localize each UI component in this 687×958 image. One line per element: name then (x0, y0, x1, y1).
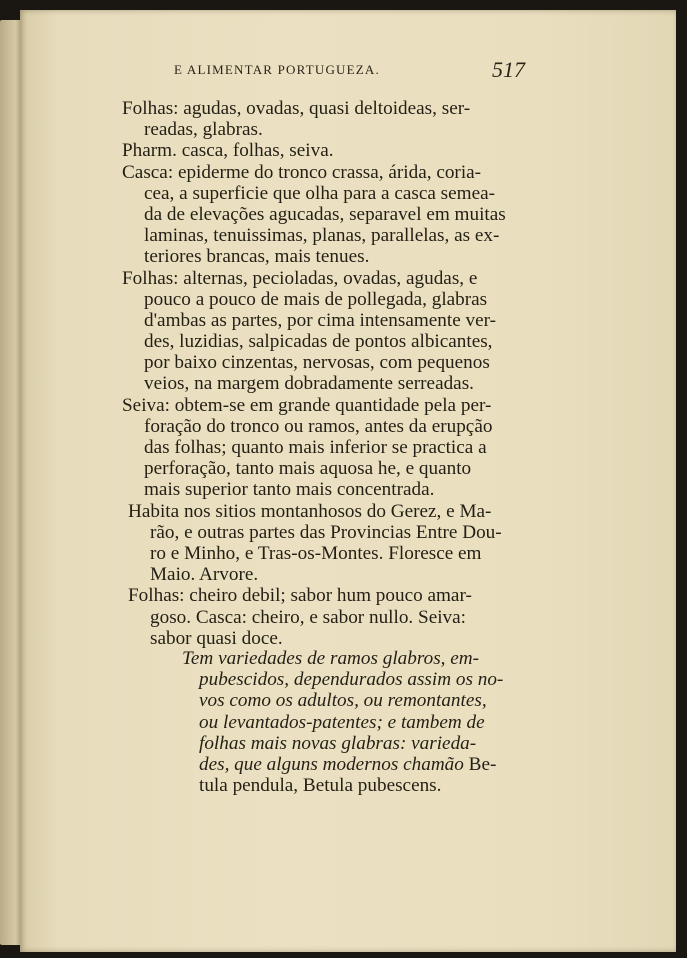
note-line (182, 754, 542, 775)
text-line: Folhas: agudas, ovadas, quasi deltoideas, ser- (122, 98, 471, 119)
note-line-italic: des, que alguns modernos chamão (199, 753, 464, 775)
text-line: Casca: epiderme do tronco crassa, árida, coria- (122, 161, 482, 183)
text-line: pouco a pouco de mais de pollegada, glabras (144, 288, 488, 310)
text-line: readas, glabras. (144, 119, 263, 141)
text-line: das folhas; quanto mais inferior se practica a (144, 437, 487, 458)
text-line: teriores brancas, mais tenues. (144, 246, 370, 268)
text-line: cea, a superficie que olha para a casca semea- (144, 182, 496, 204)
note-line-roman: Be- (468, 753, 497, 775)
entry-pharm (122, 140, 542, 161)
text-line: rão, e outras partes das Provincias Entre Dou- (150, 521, 502, 543)
note-line: tula pendula, Betula pubescens. (199, 775, 442, 797)
entry-folhas-1 (122, 98, 542, 140)
text-line: Pharm. casca, folhas, seiva. (122, 140, 334, 162)
text-line: laminas, tenuissimas, planas, parallelas, as ex- (144, 225, 500, 247)
text-line: des, luzidias, salpicadas de pontos albicantes, (144, 331, 493, 353)
text-line: por baixo cinzentas, nervosas, com pequenos (144, 352, 490, 374)
text-line: ro e Minho, e Tras-os-Montes. Floresce em (150, 542, 482, 564)
text-line: perforação, tanto mais aquosa he, e quanto (144, 458, 472, 480)
text-line: Folhas: alternas, pecioladas, ovadas, agudas, e (122, 267, 478, 289)
running-title: E ALIMENTAR PORTUGUEZA. (174, 62, 380, 77)
text-line: Maio. Arvore. (150, 564, 259, 586)
main-text (122, 98, 542, 649)
variety-note (182, 648, 542, 796)
entry-seiva (122, 395, 542, 501)
text-line: goso. Casca: cheiro, e sabor nullo. Seiva: (150, 606, 466, 628)
note-line: ou levantados-patentes; e tambem de (199, 711, 485, 733)
text-line: Habita nos sitios montanhosos do Gerez, e Ma- (128, 500, 492, 522)
note-line: Tem variedades de ramos glabros, em- (182, 648, 480, 669)
text-line: veios, na margem dobradamente serreadas. (144, 373, 474, 395)
note-line: vos como os adultos, ou remontantes, (199, 690, 487, 712)
note-line: folhas mais novas glabras: varieda- (199, 732, 477, 754)
text-line: d'ambas as partes, por cima intensamente ver- (144, 309, 497, 331)
entry-habita (122, 501, 542, 586)
entry-folhas-2 (122, 268, 542, 395)
page-number: 517 (492, 57, 525, 82)
text-line: mais superior tanto mais concentrada. (144, 479, 435, 501)
text-line: Seiva: obtem-se em grande quantidade pela per- (122, 394, 492, 416)
text-line: da de elevações agucadas, separavel em muitas (144, 203, 506, 225)
text-line: foração do tronco ou ramos, antes da erupção (144, 415, 493, 437)
text-line: Folhas: cheiro debil; sabor hum pouco amar- (128, 585, 472, 607)
entry-folhas-3 (122, 585, 542, 649)
previous-page-edge (0, 20, 22, 945)
entry-casca (122, 162, 542, 268)
note-line: pubescidos, dependurados assim os no- (199, 669, 504, 691)
text-line: sabor quasi doce. (150, 627, 283, 649)
